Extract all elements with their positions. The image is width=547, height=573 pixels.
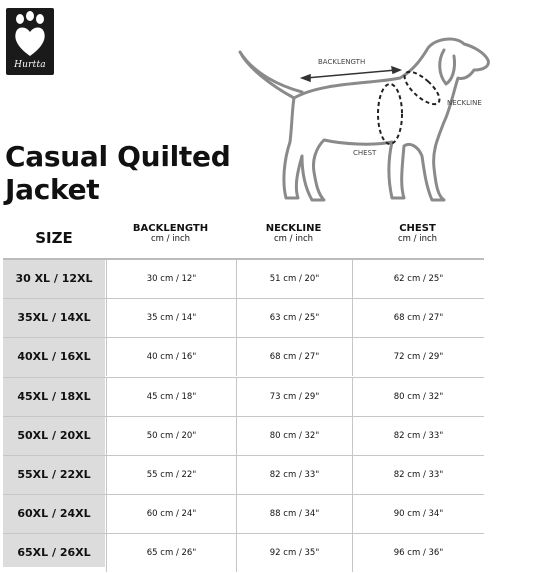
neckline-cell: 73 cm / 29" (236, 378, 352, 416)
neckline-column-header (236, 223, 351, 245)
neckline-cell: 68 cm / 27" (236, 338, 352, 376)
size-cell: 55XL / 22XL (17, 467, 91, 481)
chest-cell: 82 cm / 33" (352, 456, 484, 494)
backlength-cell: 50 cm / 20" (106, 417, 236, 455)
backlength-column-header (106, 223, 235, 245)
backlength-cell: 40 cm / 16" (106, 338, 236, 376)
chest-cell: 80 cm / 32" (352, 378, 484, 416)
chest-cell: 96 cm / 36" (352, 534, 484, 572)
chest-cell: 68 cm / 27" (352, 299, 484, 337)
table-row (3, 337, 484, 376)
table-row (3, 494, 484, 533)
chest-cell: 72 cm / 29" (352, 338, 484, 376)
neckline-cell: 80 cm / 32" (236, 417, 352, 455)
chest-cell: 62 cm / 25" (352, 260, 484, 298)
backlength-cell: 45 cm / 18" (106, 378, 236, 416)
backlength-label: BACKLENGTH (318, 58, 366, 66)
size-cell: 30 XL / 12XL (15, 272, 93, 285)
neckline-cell: 63 cm / 25" (236, 299, 352, 337)
header-label: BACKLENGTH (132, 223, 209, 234)
table-row (3, 377, 484, 416)
chest-label: CHEST (353, 149, 377, 157)
backlength-cell: 55 cm / 22" (106, 456, 236, 494)
page-title (5, 140, 230, 206)
header-unit: cm / inch (150, 234, 191, 244)
size-cell: 65XL / 26XL (17, 546, 91, 560)
table-row (3, 298, 484, 337)
backlength-cell: 30 cm / 12" (106, 260, 236, 298)
chest-measure-loop (378, 84, 402, 144)
size-column-header: SIZE (35, 229, 73, 247)
header-unit: cm / inch (273, 234, 314, 244)
chest-column-header (352, 223, 483, 245)
dog-measurement-diagram (232, 30, 500, 208)
header-label: NECKLINE (265, 223, 322, 234)
logo-wordmark: Hurtta (14, 60, 46, 70)
title-line-2: Jacket (5, 173, 100, 206)
size-cell: 50XL / 20XL (17, 428, 91, 442)
size-cell: 60XL / 24XL (17, 507, 91, 521)
neckline-label: NECKLINE (447, 99, 482, 107)
table-row (3, 455, 484, 494)
table-row (3, 258, 484, 298)
backlength-cell: 35 cm / 14" (106, 299, 236, 337)
title-line-1: Casual Quilted (5, 140, 231, 173)
header-label: CHEST (399, 223, 436, 234)
neckline-cell: 51 cm / 20" (236, 260, 352, 298)
backlength-cell: 65 cm / 26" (106, 534, 236, 572)
neckline-cell: 88 cm / 34" (236, 495, 352, 533)
size-cell: 45XL / 18XL (17, 389, 91, 403)
table-row (3, 416, 484, 455)
size-cell: 35XL / 14XL (17, 311, 91, 325)
chest-cell: 90 cm / 34" (352, 495, 484, 533)
hurtta-logo (6, 8, 54, 75)
backlength-cell: 60 cm / 24" (106, 495, 236, 533)
neckline-cell: 92 cm / 35" (236, 534, 352, 572)
chest-cell: 82 cm / 33" (352, 417, 484, 455)
size-cell: 40XL / 16XL (17, 350, 91, 364)
header-unit: cm / inch (397, 234, 438, 244)
size-table (3, 258, 484, 573)
neckline-cell: 82 cm / 33" (236, 456, 352, 494)
